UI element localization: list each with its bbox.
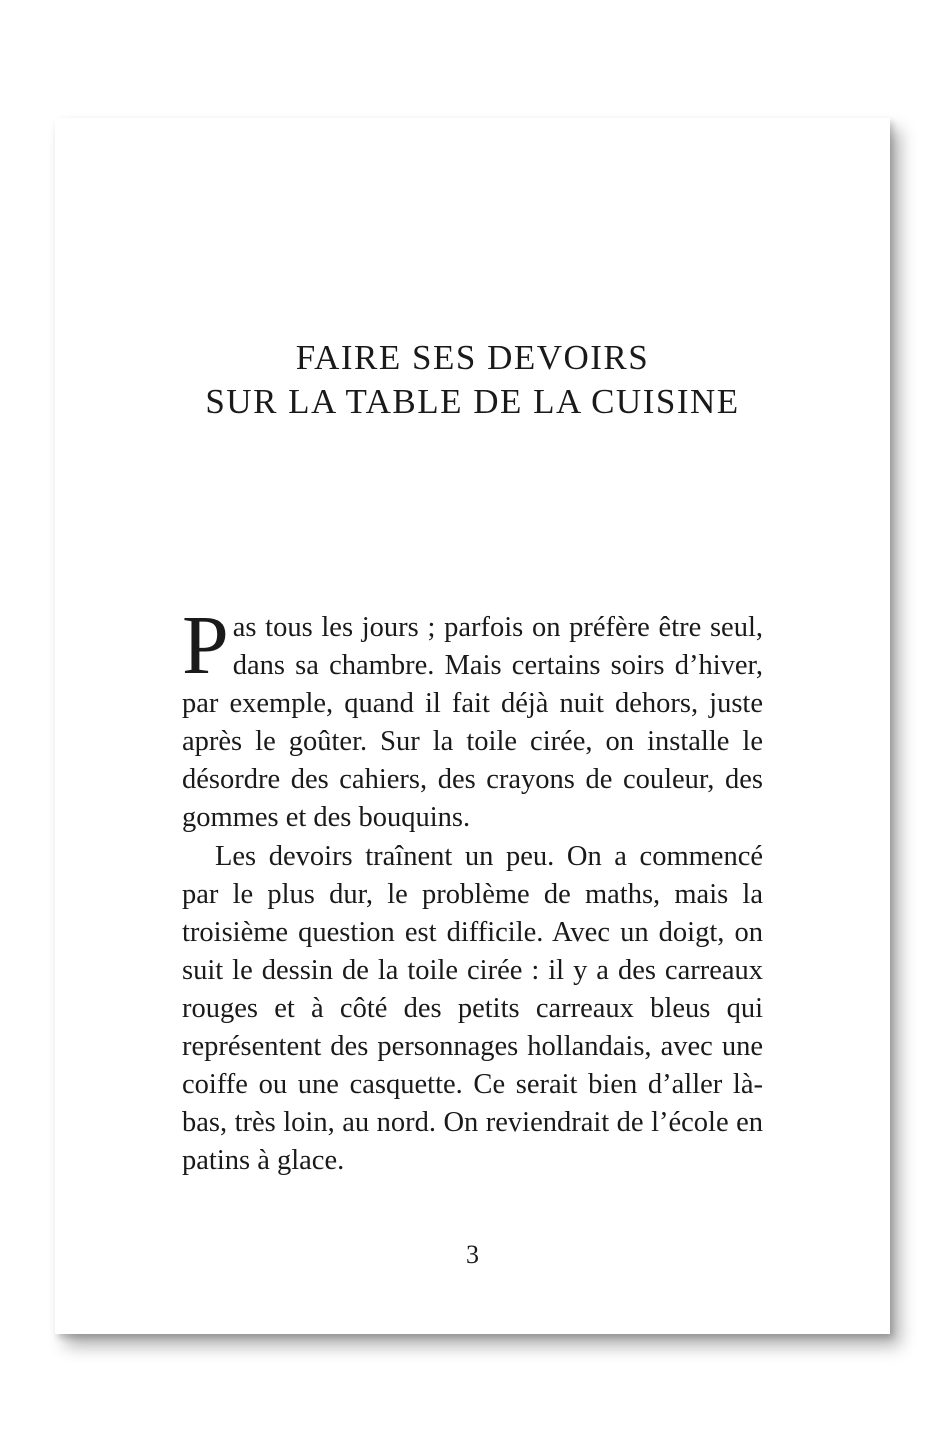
chapter-title-line-2: SUR LA TABLE DE LA CUISINE: [205, 382, 740, 421]
chapter-body: [182, 599, 763, 1180]
chapter-title-line-1: FAIRE SES DEVOIRS: [295, 338, 650, 377]
page-number: 3: [466, 1240, 479, 1269]
paragraph-2: Les devoirs traînent un peu. On a commencé par le plus dur, le problème de maths, mais la troisième question est difficile. Avec un doigt, on suit le dessin de la toile cirée : il y a des carreaux rouges et à côté des petits carreaux bleus qui représentent des personnages hollandais, avec une coiffe ou une casquette. Ce serait bien d’aller là-bas, très loin, au nord. On reviendrait de l’école en patins à glace.: [182, 840, 763, 1177]
paragraph-1: [182, 599, 763, 838]
chapter-title: [55, 336, 890, 424]
drop-cap: P: [182, 599, 229, 692]
paragraph-1-text: as tous les jours ; parfois on préfère être seul, dans sa chambre. Mais certains soirs d’hiver, par exemple, quand il fait déjà nuit dehors, juste après le goûter. Sur la toile cirée, on installe le désordre des cahiers, des crayons de couleur, des gommes et des bouquins.: [182, 612, 763, 834]
book-page: [55, 118, 890, 1334]
